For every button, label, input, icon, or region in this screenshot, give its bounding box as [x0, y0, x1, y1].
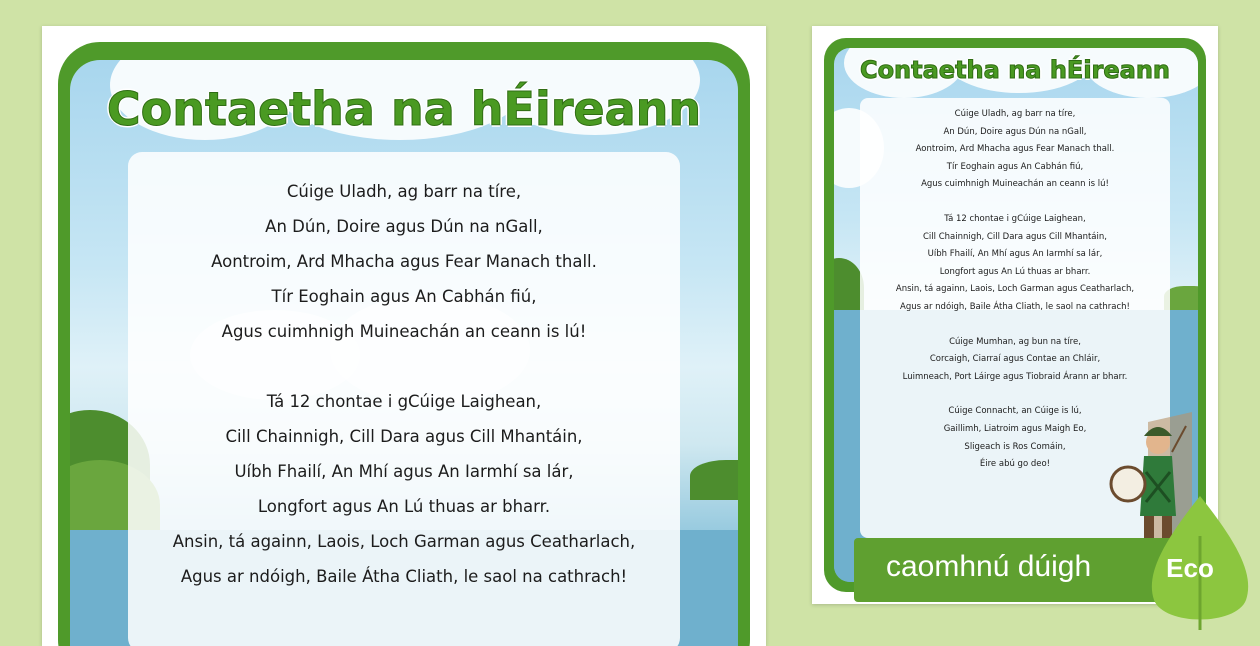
poem-line: Luimneach, Port Láirge agus Tiobraid Árann ar bharr.	[902, 371, 1128, 382]
poem-line: Ansin, tá againn, Laois, Loch Garman agus Ceatharlach,	[895, 284, 1135, 295]
poem-line: Cúige Mumhan, ag bun na tíre,	[949, 336, 1081, 347]
poem-line: Tír Eoghain agus An Cabhán fiú,	[946, 161, 1084, 172]
poem-line: Ansin, tá againn, Laois, Loch Garman agus Ceatharlach,	[172, 532, 636, 551]
hill-right	[690, 460, 738, 500]
poem-line: Longfort agus An Lú thuas ar bharr.	[257, 497, 551, 516]
poem-panel	[128, 152, 680, 646]
poem-line: Uíbh Fhailí, An Mhí agus An Iarmhí sa lár,	[927, 249, 1103, 260]
poem-line: Agus ar ndóigh, Baile Átha Cliath, le saol na cathrach!	[180, 567, 628, 586]
poem-line: Tír Eoghain agus An Cabhán fiú,	[271, 287, 537, 306]
poem-line: Agus cuimhnigh Muineachán an ceann is lú!	[221, 322, 587, 341]
poem-line: Cúige Uladh, ag barr na tíre,	[286, 182, 522, 201]
eco-badge: Eco	[1166, 553, 1214, 583]
poem-line: Aontroim, Ard Mhacha agus Fear Manach thall.	[915, 144, 1115, 155]
poster-title: Contaetha na hÉireann	[106, 82, 702, 136]
poem-line: Gaillimh, Liatroim agus Maigh Eo,	[943, 423, 1087, 434]
stanza	[860, 334, 1170, 387]
poem-line: Cill Chainnigh, Cill Dara agus Cill Mhantáin,	[923, 231, 1107, 242]
poem-line: Uíbh Fhailí, An Mhí agus An Iarmhí sa lár,	[234, 462, 574, 481]
poem-line: Sligeach is Ros Comáin,	[964, 441, 1066, 452]
eco-banner-text: caomhnú dúigh	[886, 550, 1092, 583]
poem-line: Tá 12 chontae i gCúige Laighean,	[944, 213, 1086, 224]
poem-line: Tá 12 chontae i gCúige Laighean,	[266, 392, 542, 411]
poem-line: Corcaigh, Ciarraí agus Contae an Chláir,	[929, 354, 1101, 365]
poem-line: Cúige Connacht, an Cúige is lú,	[948, 406, 1082, 417]
poem-line: Longfort agus An Lú thuas ar bharr.	[939, 266, 1091, 277]
poem-line: Agus cuimhnigh Muineachán an ceann is lú!	[921, 179, 1109, 190]
stanza	[128, 384, 680, 594]
poem-line: Aontroim, Ard Mhacha agus Fear Manach thall.	[211, 252, 597, 271]
poster-large	[42, 26, 766, 646]
poem-line: Cill Chainnigh, Cill Dara agus Cill Mhantáin,	[225, 427, 583, 446]
stanza	[860, 106, 1170, 194]
poem-line: Éire abú go deo!	[979, 459, 1051, 470]
poem-line: Cúige Uladh, ag barr na tíre,	[954, 109, 1076, 119]
stanza	[128, 174, 680, 349]
poster-title: Contaetha na hÉireann	[859, 56, 1171, 84]
poem-line: Agus ar ndóigh, Baile Átha Cliath, le saol na cathrach!	[900, 301, 1130, 312]
poem-line: An Dún, Doire agus Dún na nGall,	[265, 217, 543, 236]
poem-line: An Dún, Doire agus Dún na nGall,	[943, 126, 1087, 137]
stanza	[860, 211, 1170, 317]
